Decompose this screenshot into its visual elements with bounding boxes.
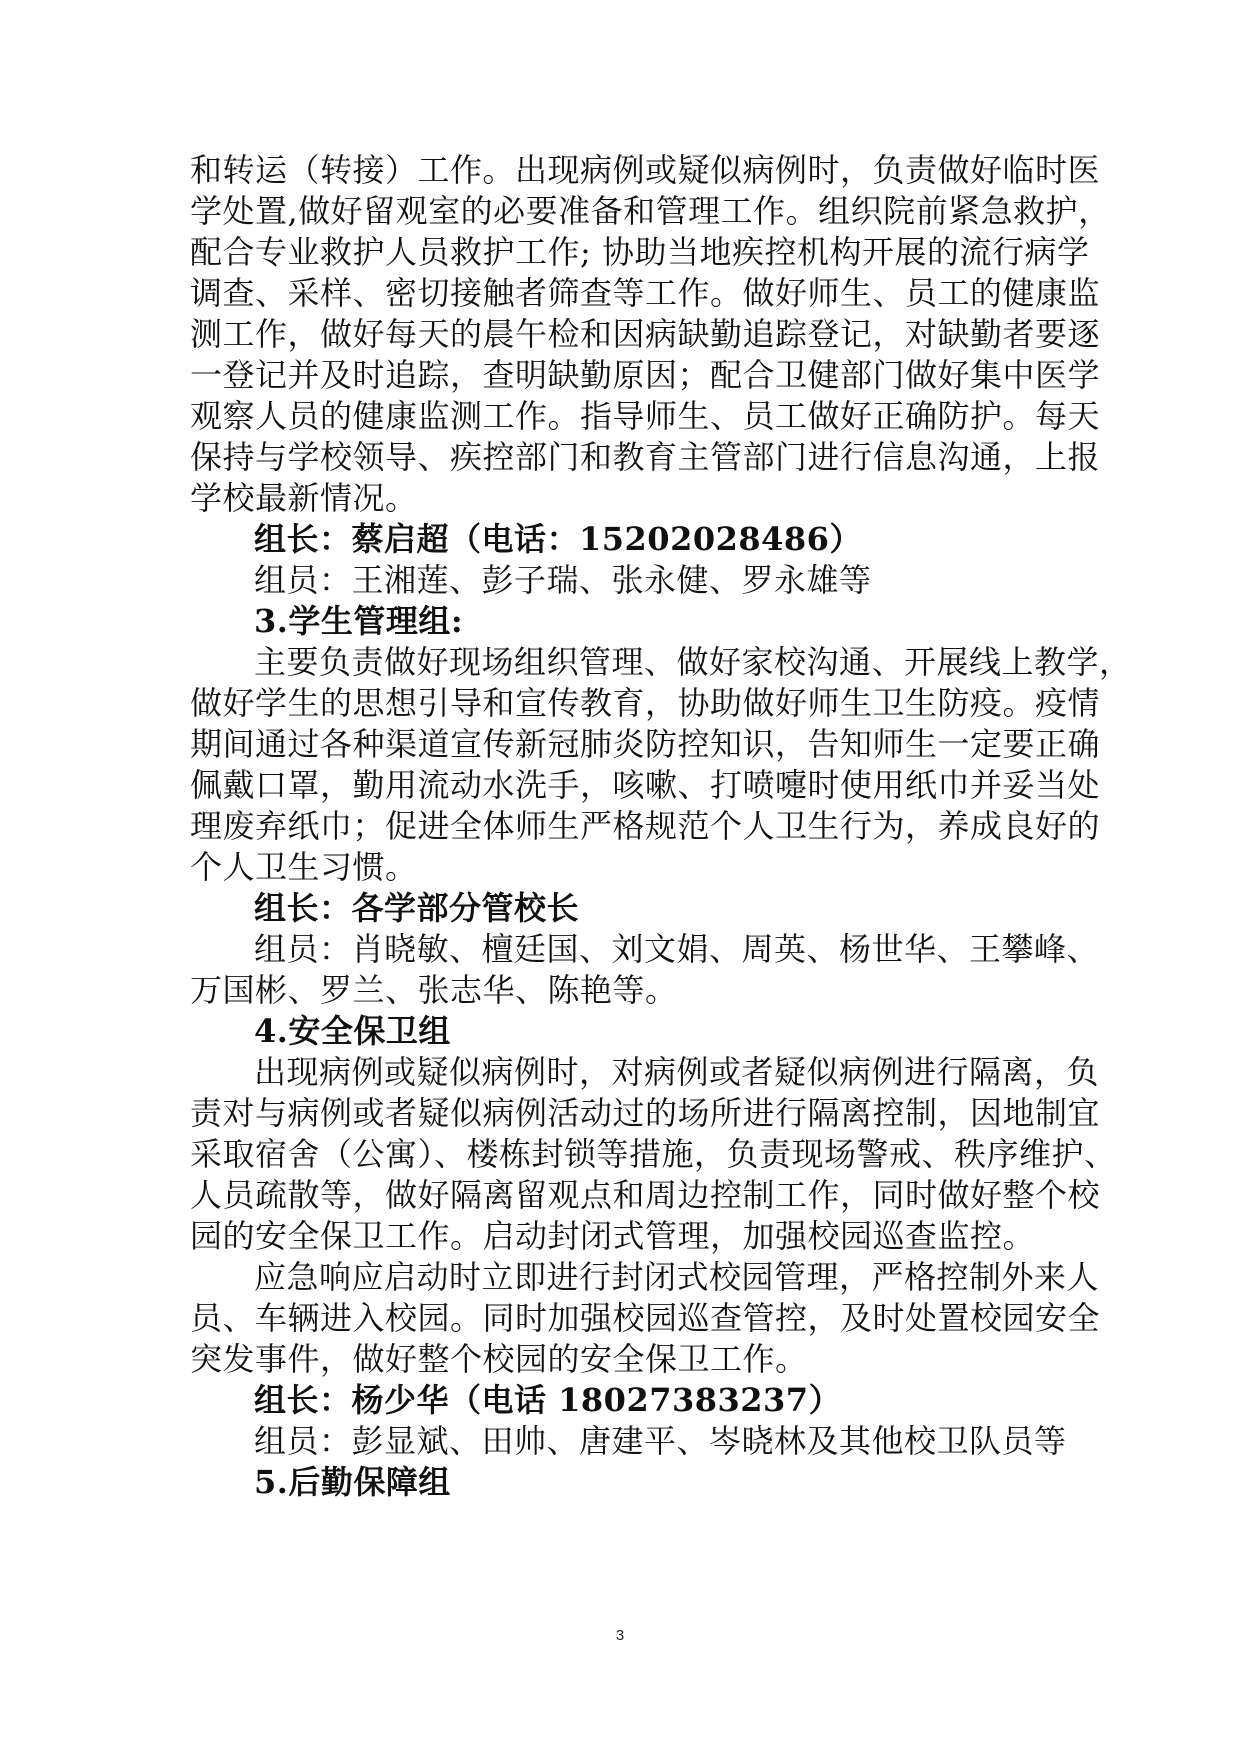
paragraph-line: 应急响应启动时立即进行封闭式校园管理，严格控制外来人 <box>254 1258 1100 1296</box>
paragraph-line: 责对与病例或者疑似病例活动过的场所进行隔离控制，因地制宜 <box>190 1094 1101 1132</box>
paragraph-line: 出现病例或疑似病例时，对病例或者疑似病例进行隔离，负 <box>254 1053 1100 1091</box>
paragraph-line: 突发事件，做好整个校园的安全保卫工作。 <box>190 1340 808 1378</box>
group-leader-line: 组长：蔡启超（电话：15202028486） <box>254 520 862 558</box>
paragraph-line: 调查、采样、密切接触者筛查等工作。做好师生、员工的健康监 <box>190 274 1101 312</box>
paragraph-line: 主要负责做好现场组织管理、做好家校沟通、开展线上教学， <box>254 643 1132 681</box>
paragraph-line: 做好学生的思想引导和宣传教育，协助做好师生卫生防疫。疫情 <box>190 684 1101 722</box>
group-leader-line: 组长：各学部分管校长 <box>254 889 580 927</box>
paragraph-line: 采取宿舍（公寓）、楼栋封锁等措施，负责现场警戒、秩序维护、 <box>190 1135 1117 1173</box>
paragraph-line: 保持与学校领导、疾控部门和教育主管部门进行信息沟通，上报 <box>190 438 1101 476</box>
document-body <box>190 150 1132 1503</box>
page-number: 3 <box>615 1627 625 1644</box>
group-members-line: 组员：王湘莲、彭子瑞、张永健、罗永雄等 <box>254 561 872 599</box>
paragraph-line: 和转运（转接）工作。出现病例或疑似病例时，负责做好临时医 <box>190 151 1101 189</box>
paragraph-line: 学处置,做好留观室的必要准备和管理工作。组织院前紧急救护， <box>190 192 1111 230</box>
group-members-line: 组员：彭显斌、田帅、唐建平、岑晓林及其他校卫队员等 <box>254 1422 1067 1460</box>
group-members-line: 万国彬、罗兰、张志华、陈艳等。 <box>190 971 678 1009</box>
paragraph-line: 佩戴口罩，勤用流动水洗手，咳嗽、打喷嚏时使用纸巾并妥当处 <box>190 766 1101 804</box>
paragraph-line: 人员疏散等，做好隔离留观点和周边控制工作，同时做好整个校 <box>190 1176 1101 1214</box>
paragraph-line: 期间通过各种渠道宣传新冠肺炎防控知识，告知师生一定要正确 <box>190 725 1101 763</box>
section-heading: 4.安全保卫组 <box>254 1012 451 1050</box>
paragraph-line: 配合专业救护人员救护工作; 协助当地疾控机构开展的流行病学 <box>190 233 1090 271</box>
paragraph-line: 园的安全保卫工作。启动封闭式管理，加强校园巡查监控。 <box>190 1217 1036 1255</box>
paragraph-line: 学校最新情况。 <box>190 479 418 517</box>
section-heading: 3.学生管理组: <box>254 602 464 640</box>
paragraph-line: 观察人员的健康监测工作。指导师生、员工做好正确防护。每天 <box>190 397 1101 435</box>
section-heading: 5.后勤保障组 <box>254 1463 451 1501</box>
paragraph-line: 理废弃纸巾；促进全体师生严格规范个人卫生行为，养成良好的 <box>190 807 1101 845</box>
paragraph-line: 个人卫生习惯。 <box>190 848 418 886</box>
group-leader-line: 组长：杨少华（电话 18027383237） <box>254 1381 842 1419</box>
paragraph-line: 一登记并及时追踪，查明缺勤原因；配合卫健部门做好集中医学 <box>190 356 1101 394</box>
paragraph-line: 员、车辆进入校园。同时加强校园巡查管控，及时处置校园安全 <box>190 1299 1101 1337</box>
paragraph-line: 测工作，做好每天的晨午检和因病缺勤追踪登记，对缺勤者要逐 <box>190 315 1101 353</box>
group-members-line: 组员：肖晓敏、檀廷国、刘文娟、周英、杨世华、王攀峰、 <box>254 930 1100 968</box>
